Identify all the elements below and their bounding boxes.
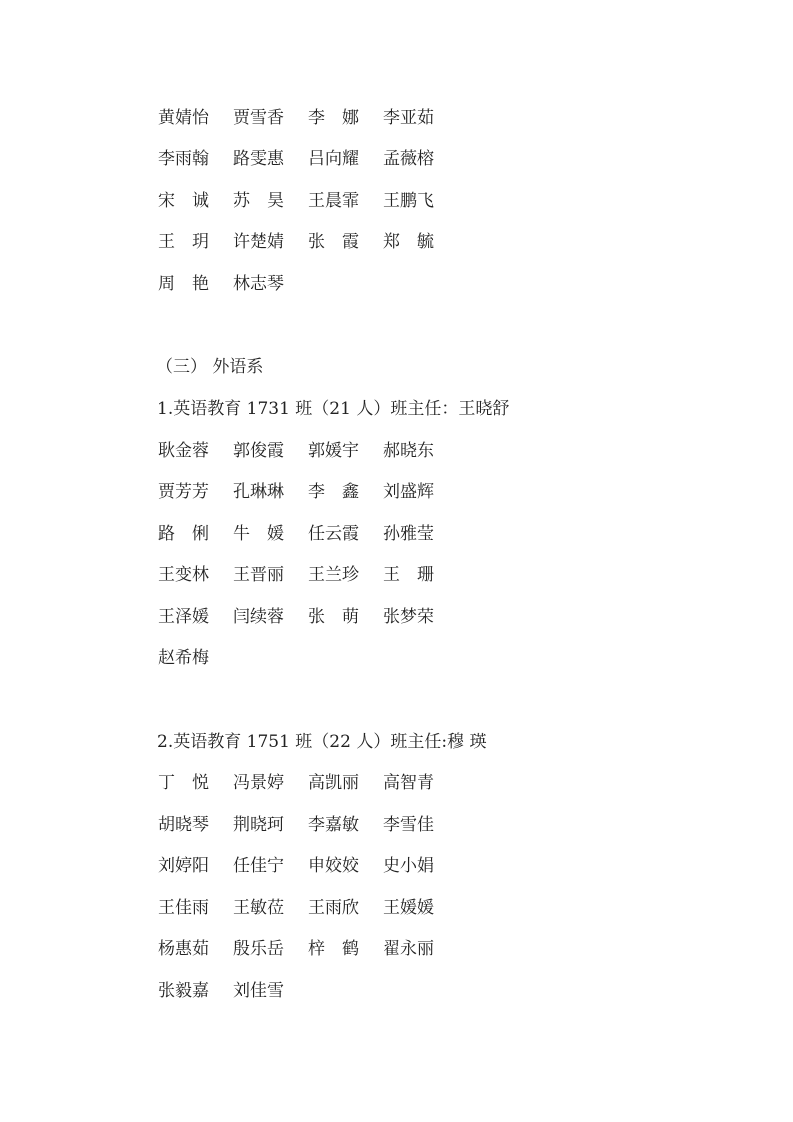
student-name: 冯景婷 — [233, 773, 284, 793]
student-name: 刘佳雪 — [233, 981, 284, 1001]
name-row — [158, 438, 458, 464]
student-name: 荆晓珂 — [233, 815, 284, 835]
student-name: 周 艳 — [158, 274, 209, 294]
student-name: 高智青 — [383, 773, 434, 793]
student-name: 李亚茹 — [383, 108, 434, 128]
name-row — [158, 895, 458, 921]
student-name: 郭俊霞 — [233, 441, 284, 461]
name-row — [158, 812, 458, 838]
class-heading: 1.英语教育 1731 班（21 人）班主任：王晓舒 — [157, 399, 510, 419]
student-name: 翟永丽 — [383, 939, 434, 959]
student-name: 路 俐 — [158, 524, 209, 544]
student-name: 贾芳芳 — [158, 482, 209, 502]
student-name: 孟薇榕 — [383, 149, 434, 169]
student-name: 吕向耀 — [308, 149, 359, 169]
student-name: 郑 毓 — [383, 232, 434, 252]
name-row — [158, 604, 458, 630]
name-row — [158, 521, 458, 547]
student-name: 牛 媛 — [233, 524, 284, 544]
student-name: 杨惠茹 — [158, 939, 209, 959]
student-name: 王佳雨 — [158, 898, 209, 918]
student-name: 闫续蓉 — [233, 607, 284, 627]
student-name: 史小娟 — [383, 856, 434, 876]
student-name: 宋 诚 — [158, 191, 209, 211]
student-name: 李 鑫 — [308, 482, 359, 502]
student-name: 郭媛宇 — [308, 441, 359, 461]
student-name: 王 玥 — [158, 232, 209, 252]
student-name: 耿金蓉 — [158, 441, 209, 461]
student-name: 王泽媛 — [158, 607, 209, 627]
student-name: 刘婷阳 — [158, 856, 209, 876]
name-row — [158, 146, 458, 172]
student-name: 孔琳琳 — [233, 482, 284, 502]
student-name: 王敏莅 — [233, 898, 284, 918]
name-row — [158, 936, 458, 962]
student-name: 王媛媛 — [383, 898, 434, 918]
student-name: 贾雪香 — [233, 108, 284, 128]
student-name: 王变林 — [158, 565, 209, 585]
name-row — [158, 770, 458, 796]
student-name: 李嘉敏 — [308, 815, 359, 835]
student-name: 孙雅莹 — [383, 524, 434, 544]
student-name: 王 珊 — [383, 565, 434, 585]
name-row — [158, 562, 458, 588]
student-name: 王兰珍 — [308, 565, 359, 585]
name-row — [158, 105, 458, 131]
student-name: 丁 悦 — [158, 773, 209, 793]
student-name: 张梦荣 — [383, 607, 434, 627]
name-row — [158, 645, 233, 671]
student-name: 王鹏飞 — [383, 191, 434, 211]
name-row — [158, 479, 458, 505]
name-row — [158, 271, 308, 297]
student-name: 黄婧怡 — [158, 108, 209, 128]
student-name: 梓 鹤 — [308, 939, 359, 959]
student-name: 李雨翰 — [158, 149, 209, 169]
name-row — [158, 188, 458, 214]
student-name: 张毅嘉 — [158, 981, 209, 1001]
student-name: 申姣姣 — [308, 856, 359, 876]
student-name: 许楚婧 — [233, 232, 284, 252]
student-name: 郝晓东 — [383, 441, 434, 461]
student-name: 王晋丽 — [233, 565, 284, 585]
class-heading: 2.英语教育 1751 班（22 人）班主任:穆 瑛 — [157, 732, 487, 752]
student-name: 高凯丽 — [308, 773, 359, 793]
student-name: 路雯惠 — [233, 149, 284, 169]
name-row — [158, 229, 458, 255]
student-name: 殷乐岳 — [233, 939, 284, 959]
student-name: 张 萌 — [308, 607, 359, 627]
student-name: 王雨欣 — [308, 898, 359, 918]
student-name: 林志琴 — [233, 274, 284, 294]
name-row — [158, 853, 458, 879]
student-name: 苏 昊 — [233, 191, 284, 211]
student-name: 刘盛辉 — [383, 482, 434, 502]
name-row — [158, 978, 308, 1004]
student-name: 胡晓琴 — [158, 815, 209, 835]
student-name: 李 娜 — [308, 108, 359, 128]
student-name: 王晨霏 — [308, 191, 359, 211]
student-name: 任云霞 — [308, 524, 359, 544]
student-name: 任佳宁 — [233, 856, 284, 876]
student-name: 李雪佳 — [383, 815, 434, 835]
student-name: 赵希梅 — [158, 648, 209, 668]
student-name: 张 霞 — [308, 232, 359, 252]
section-heading: （三） 外语系 — [156, 357, 264, 377]
